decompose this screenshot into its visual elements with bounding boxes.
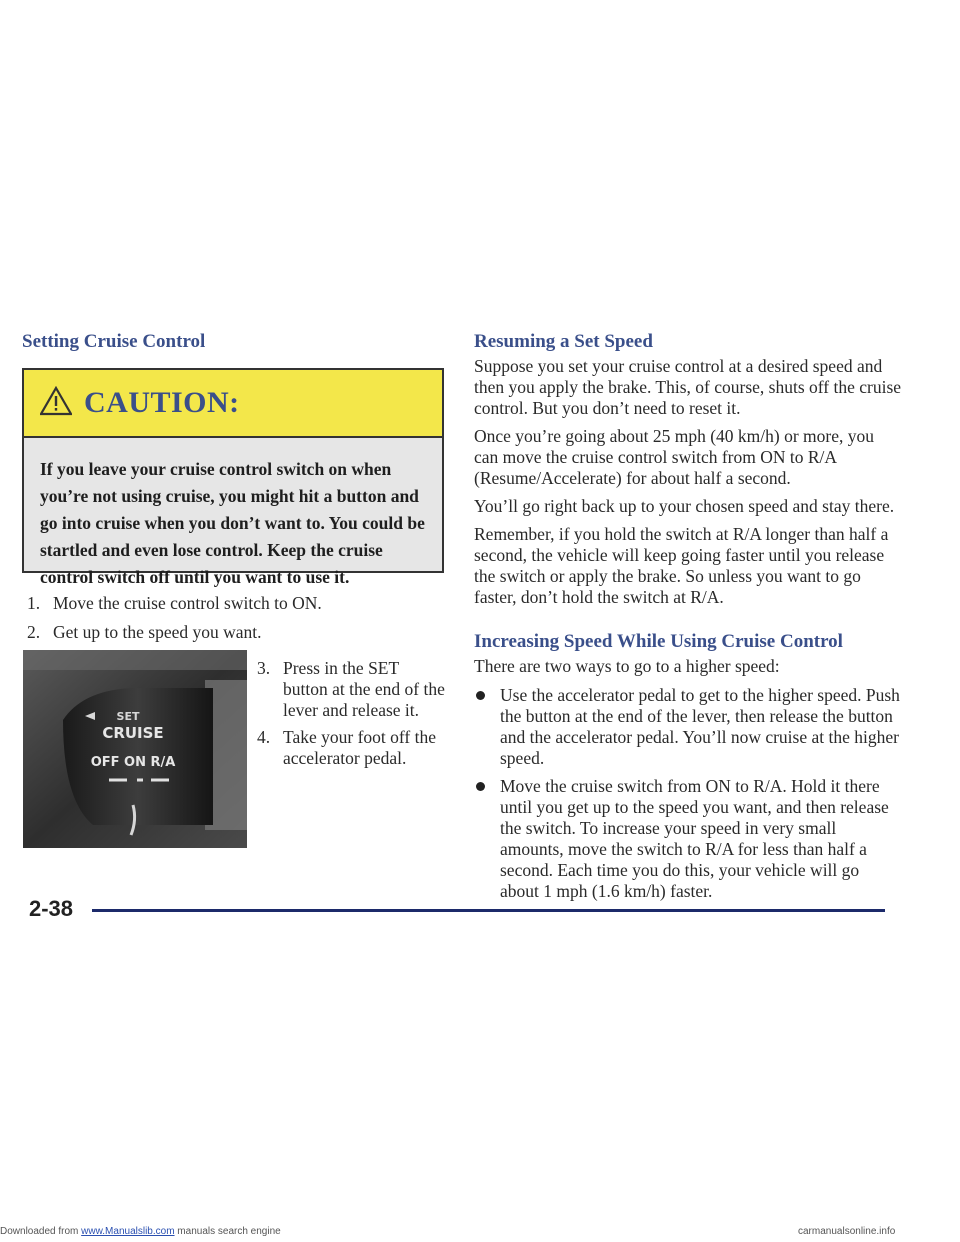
step-item: [27, 622, 447, 643]
section-heading-resuming: Resuming a Set Speed: [474, 331, 653, 352]
step-number: 2.: [27, 622, 41, 642]
step-number: 3.: [257, 658, 271, 678]
caution-header: [24, 370, 442, 438]
footer-suffix: manuals search engine: [174, 1226, 281, 1237]
site-watermark: carmanualsonline.info: [798, 1226, 896, 1237]
step-text: Move the cruise control switch to ON.: [53, 593, 322, 613]
page-number: 2-38: [29, 896, 74, 921]
paragraph: Suppose you set your cruise control at a desired speed and then you apply the brake. This, of course, shuts off the cruise control. But you don’t need to reset it.: [474, 356, 902, 418]
step-item: [27, 593, 447, 614]
bullet-list: [474, 685, 902, 909]
footer-rule: [92, 909, 885, 912]
positions-label: OFF ON R/A: [90, 755, 176, 770]
caution-text: If you leave your cruise control switch on when you’re not using cruise, you might hit a button and go into cruise when you don’t want to. You could be startled and even lose control. Keep the cruise control switch off until you want to use it.: [40, 459, 425, 587]
bullet-item: [474, 685, 902, 769]
step-text: Take your foot off the accelerator pedal.: [283, 727, 436, 768]
step-number: 1.: [27, 593, 41, 613]
bullet-text: Move the cruise switch from ON to R/A. Hold it there until you get up to the speed you want, and then release the switch. To increase your speed in very small amounts, move the switch to R/A for less than half a second. Each time you do this, your vehicle will go about 1 mph (1.6 km/h) faster.: [500, 776, 889, 901]
step-item: [257, 658, 447, 721]
warning-triangle-icon: [40, 386, 72, 421]
bullet-icon: [474, 685, 500, 769]
cruise-label: CRUISE: [102, 724, 164, 742]
step-text: Press in the SET button at the end of the lever and release it.: [283, 658, 445, 720]
step-number: 4.: [257, 727, 271, 747]
section-heading-increasing: Increasing Speed While Using Cruise Control: [474, 631, 843, 652]
step-text: Get up to the speed you want.: [53, 622, 262, 642]
increasing-intro: There are two ways to go to a higher speed:: [474, 656, 780, 676]
paragraph: Once you’re going about 25 mph (40 km/h) or more, you can move the cruise control switch from ON to R/A (Resume/Accelerate) for about half a second.: [474, 426, 874, 488]
cruise-lever-illustration: [23, 650, 247, 848]
paragraph: You’ll go right back up to your chosen speed and stay there.: [474, 496, 895, 516]
manualslib-link[interactable]: www.Manualslib.com: [81, 1226, 175, 1237]
download-footer: [0, 1226, 281, 1237]
bullet-text: Use the accelerator pedal to get to the higher speed. Push the button at the end of the lever, then release the button and the accelerator pedal. You’ll now cruise at the higher speed.: [500, 685, 900, 768]
set-label: SET: [116, 710, 140, 723]
caution-box: [22, 368, 444, 587]
resuming-paragraphs: [474, 356, 902, 615]
paragraph: Remember, if you hold the switch at R/A longer than half a second, the vehicle will keep going faster until you release the switch or apply the brake. So unless you want to go faster, don’t hold the switch at R/A.: [474, 524, 889, 607]
step-item: [257, 727, 447, 769]
section-heading-setting-cruise: Setting Cruise Control: [22, 331, 206, 352]
bullet-icon: [474, 776, 500, 902]
footer-prefix: Downloaded from: [0, 1226, 82, 1237]
bullet-item: [474, 776, 902, 902]
caution-title: CAUTION:: [84, 386, 240, 419]
cruise-lever-photo: [23, 650, 247, 848]
